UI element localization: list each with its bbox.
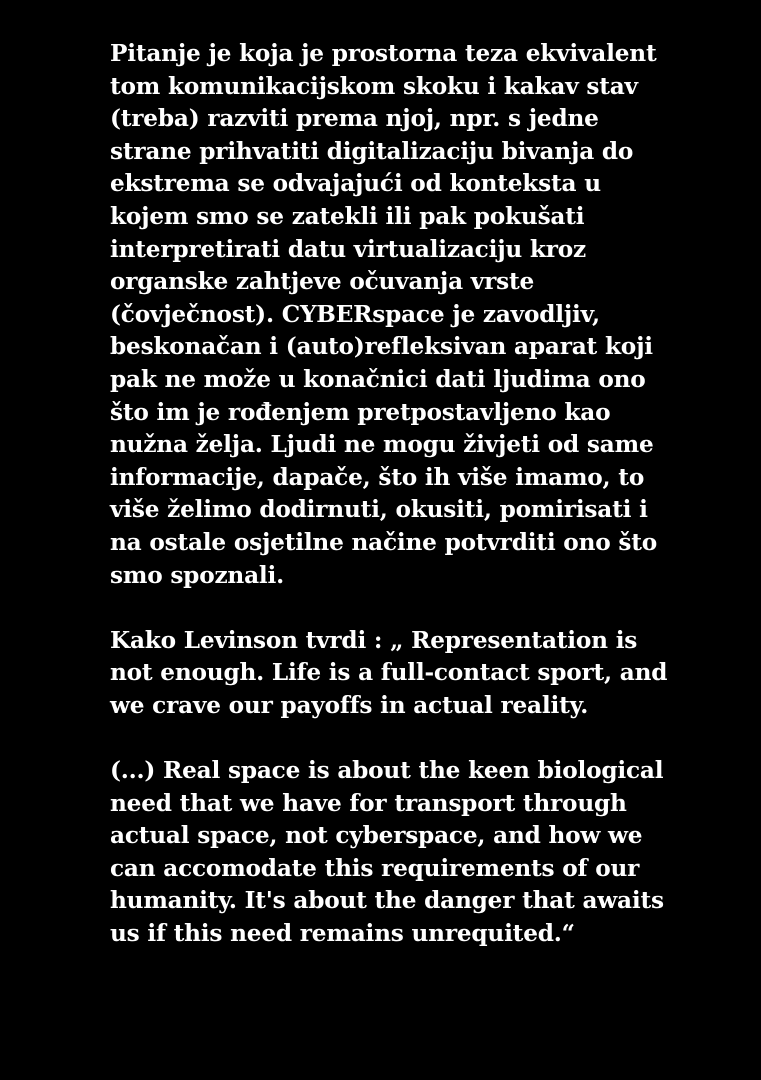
text-line: humanity. It's about the danger that awaits — [110, 887, 664, 915]
text-line: not enough. Life is a full-contact sport, and — [110, 659, 668, 687]
text-line: strane prihvatiti digitalizaciju bivanja do — [110, 137, 634, 165]
text-line: need that we have for transport through — [110, 789, 627, 817]
text-line: na ostale osjetilne načine potvrditi ono što — [110, 528, 657, 556]
text-line: Pitanje je koja je prostorna teza ekvivalent — [110, 40, 657, 67]
text-line: ekstrema se odvajajući od konteksta u — [110, 170, 601, 198]
text-line: (...) Real space is about the keen biological — [110, 757, 664, 785]
text-line: pak ne može u konačnici dati ljudima ono — [110, 365, 646, 393]
text-line: Kako Levinson tvrdi : „ Representation is — [110, 626, 638, 654]
text-line: smo spoznali. — [110, 561, 285, 589]
text-line: beskonačan i (auto)refleksivan aparat koji — [110, 333, 653, 361]
text-line: što im je rođenjem pretpostavljeno kao — [110, 398, 611, 426]
text-line: informacije, dapače, što ih više imamo, to — [110, 463, 645, 491]
text-line: can accomodate this requirements of our — [110, 854, 640, 882]
text-line: interpretirati datu virtualizaciju kroz — [110, 235, 587, 263]
text-line: organske zahtjeve očuvanja vrste — [110, 268, 535, 296]
paragraph-quote-continuation — [110, 755, 730, 951]
text-line: (treba) razviti prema njoj, npr. s jedne — [110, 105, 599, 133]
text-line: više želimo dodirnuti, okusiti, pomirisati i — [110, 496, 648, 524]
text-line: actual space, not cyberspace, and how we — [110, 822, 643, 850]
text-line: (čovječnost). CYBERspace je zavodljiv, — [110, 300, 600, 328]
body-text — [110, 38, 730, 983]
text-line: we crave our payoffs in actual reality. — [110, 691, 589, 719]
text-line: kojem smo se zatekli ili pak pokušati — [110, 202, 585, 230]
paragraph-quote-intro — [110, 625, 730, 723]
paragraph-intro — [110, 38, 730, 592]
text-line: us if this need remains unrequited.“ — [110, 920, 575, 948]
text-line: nužna želja. Ljudi ne mogu živjeti od same — [110, 431, 654, 459]
text-line: tom komunikacijskom skoku i kakav stav — [110, 72, 638, 100]
